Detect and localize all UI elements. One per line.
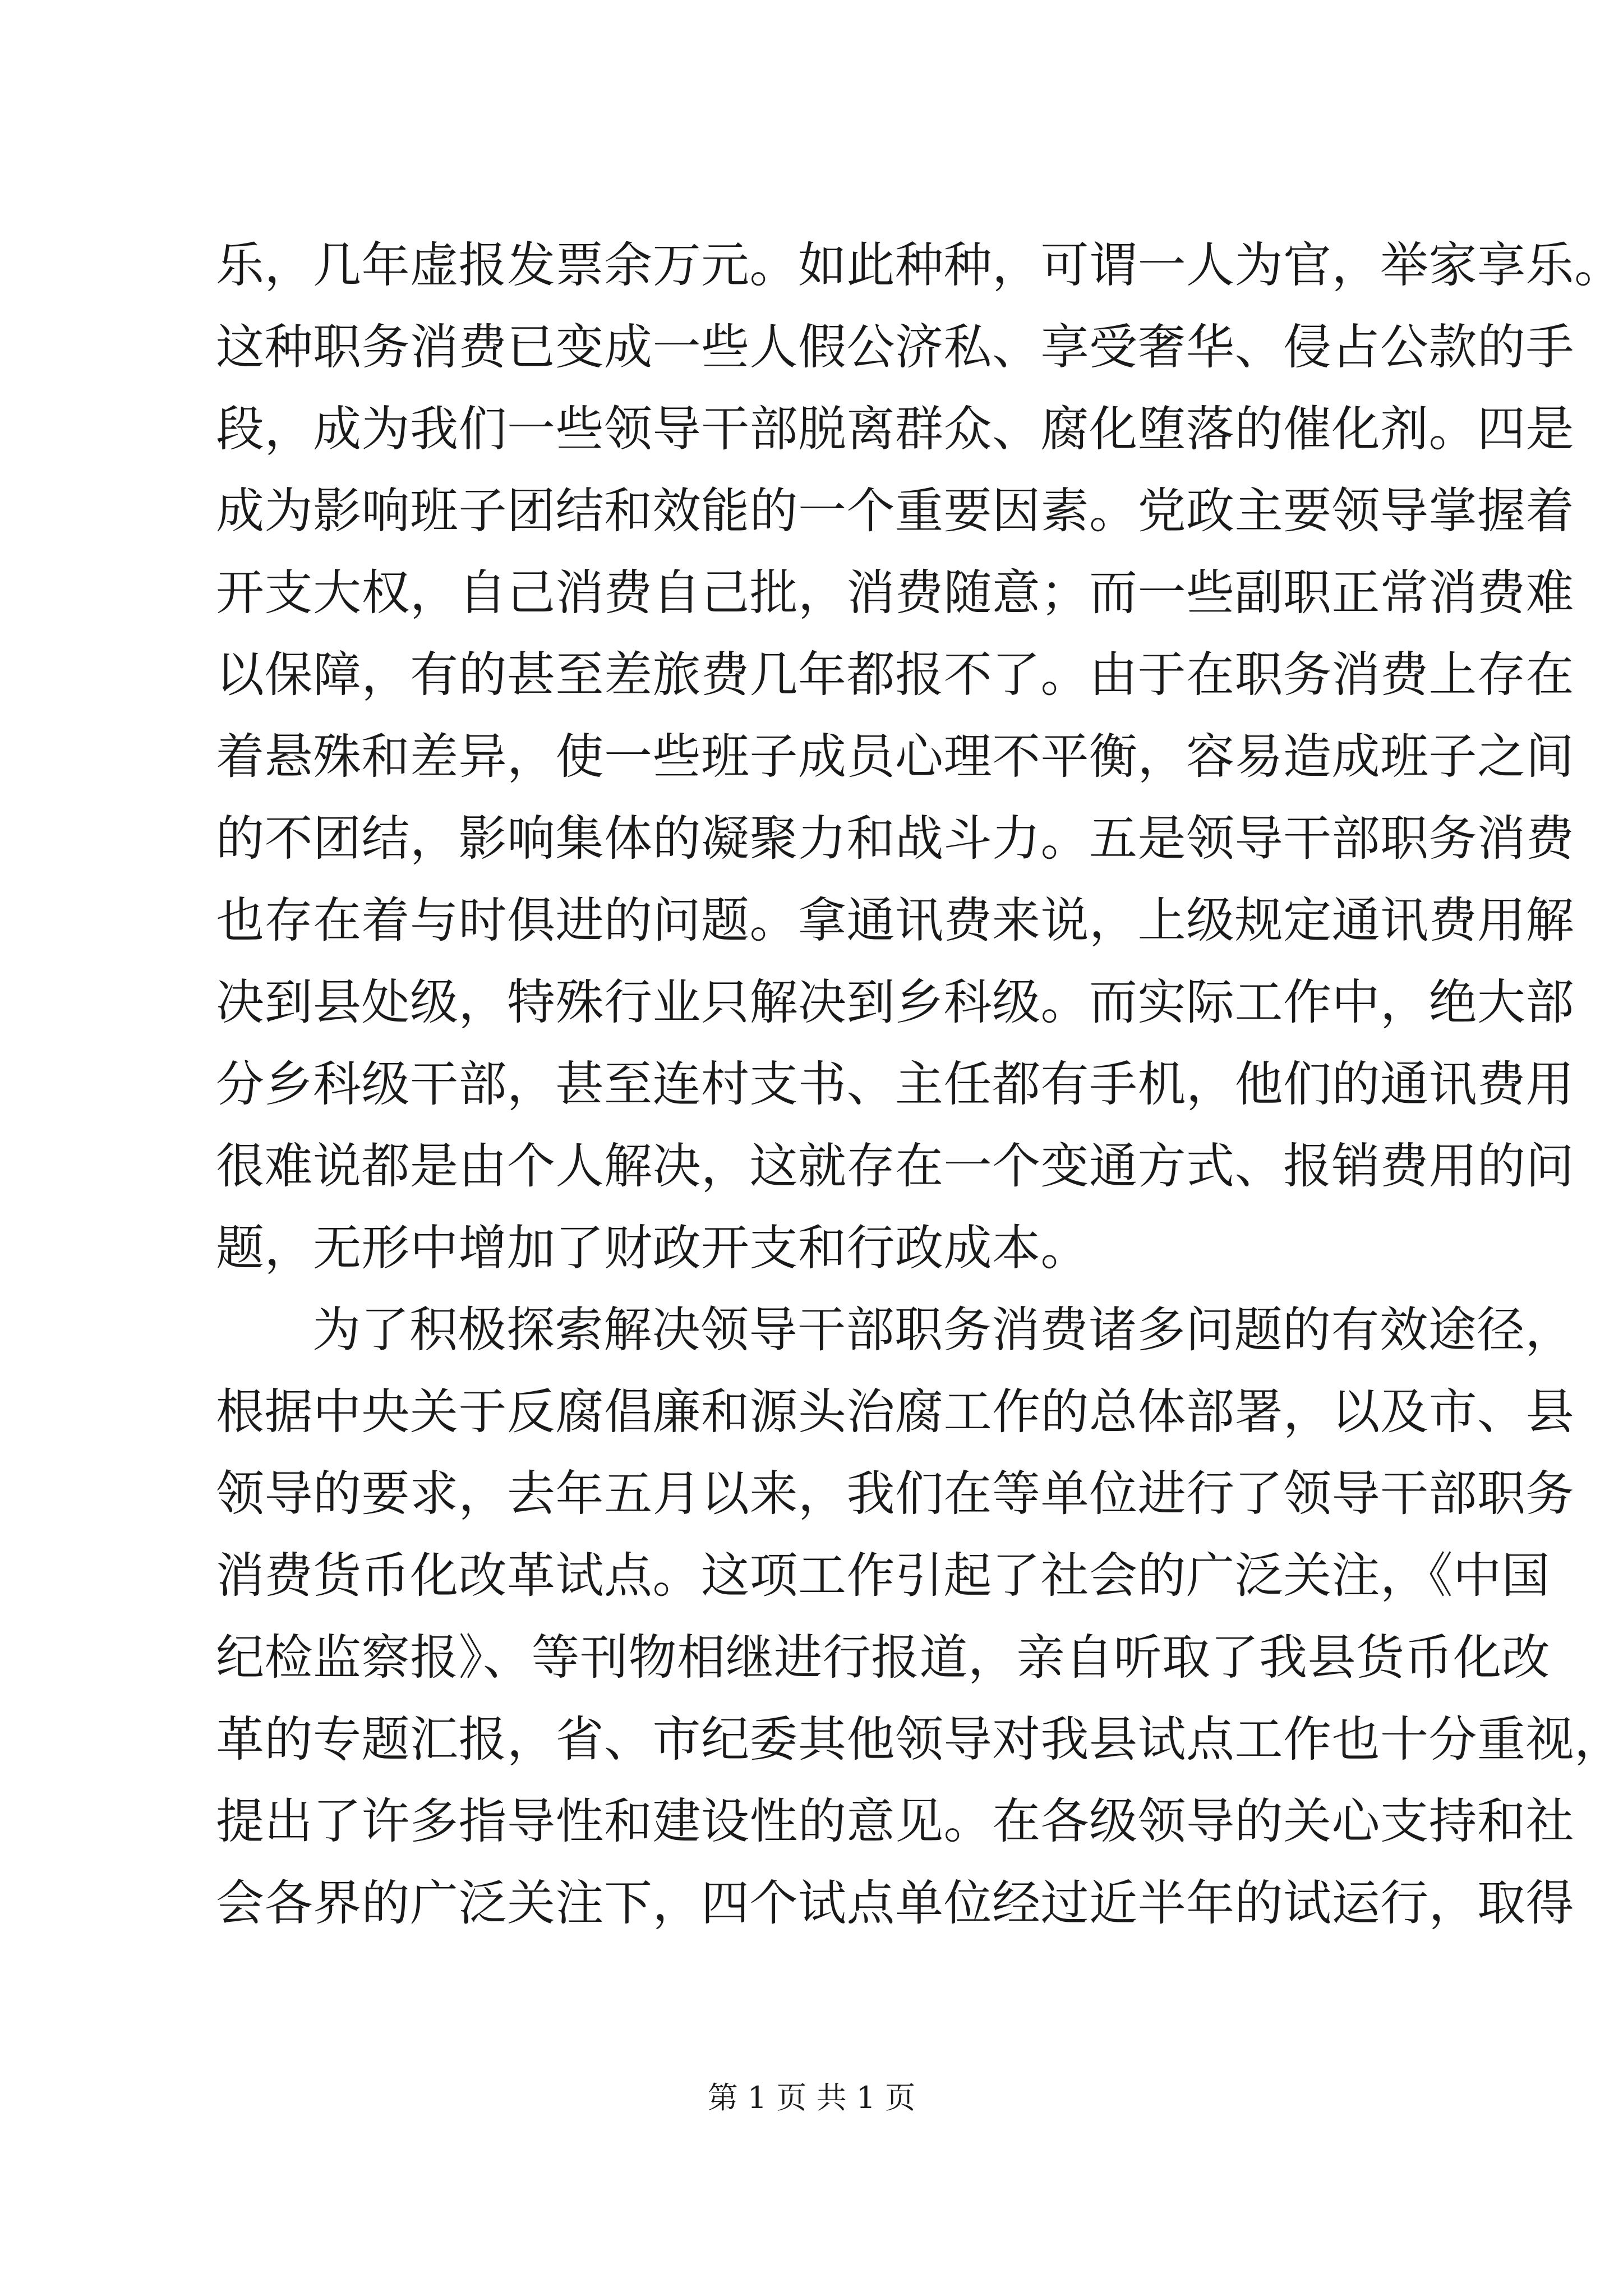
text-line: 纪检监察报》、等刊物相继进行报道，亲自听取了我县货币化改 — [216, 1630, 1550, 1686]
text-line: 以保障，有的甚至差旅费几年都报不了。由于在职务消费上存在 — [216, 647, 1574, 703]
text-line: 分乡科级干部，甚至连村支书、主任都有手机，他们的通讯费用 — [216, 1056, 1574, 1112]
text-line: 成为影响班子团结和效能的一个重要因素。党政主要领导掌握着 — [216, 483, 1574, 539]
page-footer — [0, 2078, 1623, 2118]
text-line: 根据中央关于反腐倡廉和源头治腐工作的总体部署，以及市、县 — [216, 1384, 1574, 1440]
text-line: 开支大权，自己消费自己批，消费随意；而一些副职正常消费难 — [216, 565, 1574, 621]
text-line: 段，成为我们一些领导干部脱离群众、腐化堕落的催化剂。四是 — [216, 401, 1574, 457]
text-line: 消费货币化改革试点。这项工作引起了社会的广泛关注，《中国 — [216, 1548, 1550, 1604]
text-line: 革的专题汇报，省、市纪委其他领导对我县试点工作也十分重视， — [216, 1711, 1623, 1768]
page-number-label: 第 1 页 共 1 页 — [707, 2080, 916, 2115]
text-line: 也存在着与时俱进的问题。拿通讯费来说，上级规定通讯费用解 — [216, 892, 1574, 949]
text-line: 很难说都是由个人解决，这就存在一个变通方式、报销费用的问 — [216, 1138, 1574, 1194]
text-line: 领导的要求，去年五月以来，我们在等单位进行了领导干部职务 — [216, 1466, 1574, 1522]
text-line: 决到县处级，特殊行业只解决到乡科级。而实际工作中，绝大部 — [216, 974, 1574, 1030]
text-line: 乐，几年虚报发票余万元。如此种种，可谓一人为官，举家享乐。 — [216, 237, 1623, 293]
body-text — [216, 224, 1623, 1944]
text-line: 题，无形中增加了财政开支和行政成本。 — [216, 1220, 1089, 1276]
text-line: 着悬殊和差异，使一些班子成员心理不平衡，容易造成班子之间 — [216, 729, 1574, 785]
text-line: 提出了许多指导性和建设性的意见。在各级领导的关心支持和社 — [216, 1793, 1574, 1849]
text-line: 这种职务消费已变成一些人假公济私、享受奢华、侵占公款的手 — [216, 319, 1574, 375]
text-line: 为了积极探索解决领导干部职务消费诸多问题的有效途径， — [312, 1302, 1574, 1358]
text-line: 会各界的广泛关注下，四个试点单位经过近半年的试运行，取得 — [216, 1875, 1574, 1931]
text-line: 的不团结，影响集体的凝聚力和战斗力。五是领导干部职务消费 — [216, 811, 1574, 867]
